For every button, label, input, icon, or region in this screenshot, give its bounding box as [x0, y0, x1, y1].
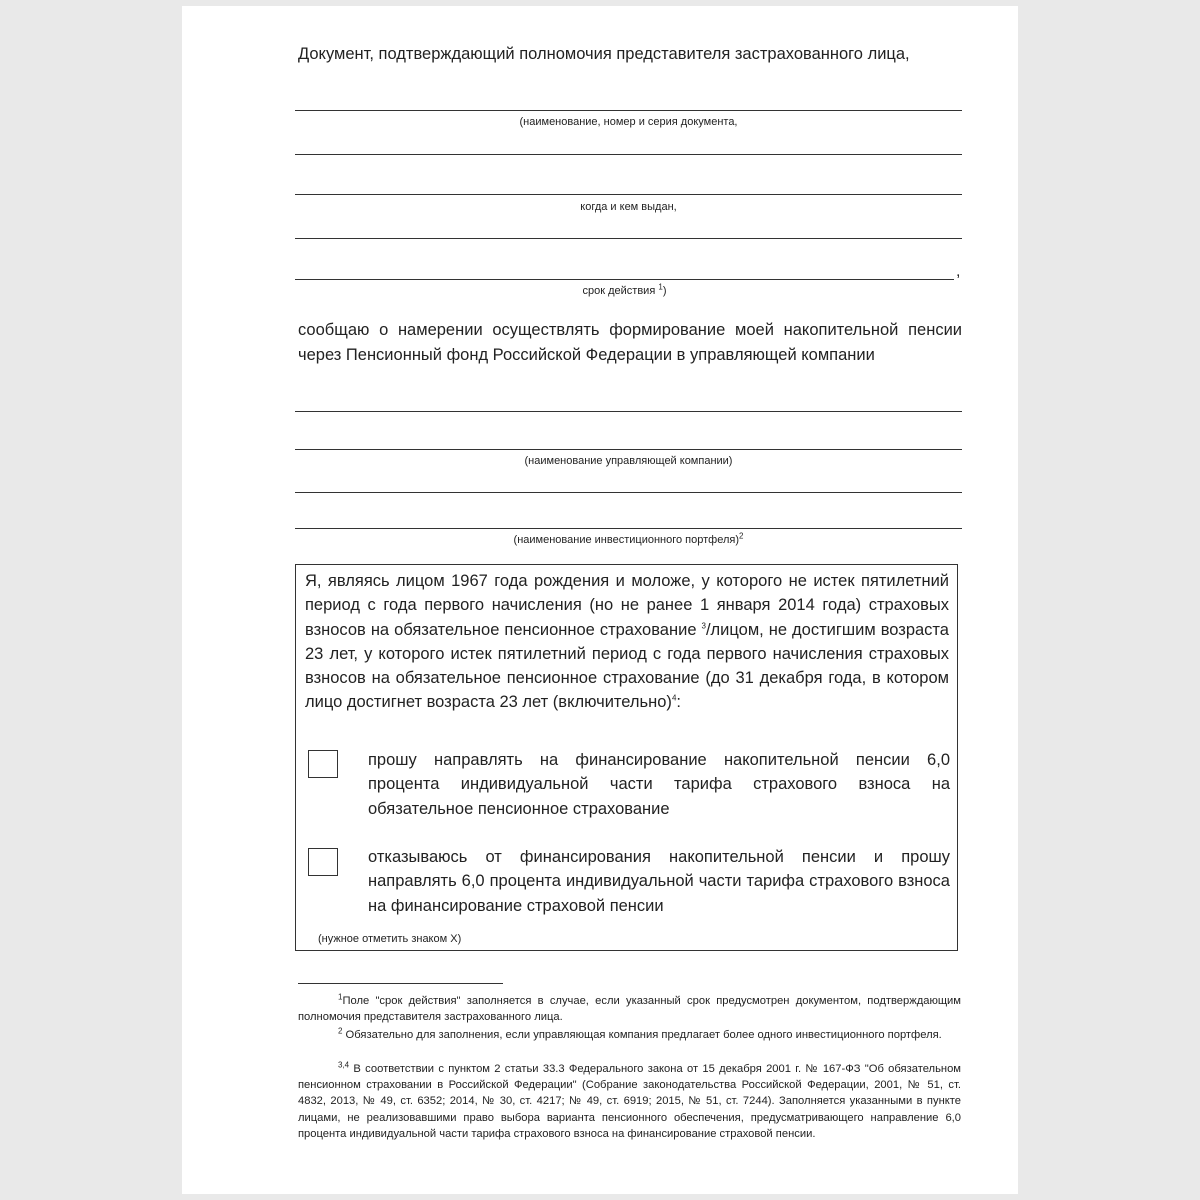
validity-caption: срок действия $^1$) [582, 282, 667, 297]
doc-name-field[interactable] [295, 110, 962, 111]
footnote-separator [298, 983, 503, 984]
option1-checkbox[interactable] [308, 750, 338, 778]
company-field-2[interactable] [295, 449, 962, 450]
trailing-comma: , [956, 263, 961, 280]
portfolio-field[interactable] [295, 492, 962, 493]
portfolio-caption: (наименование инвестиционного портфеля)$^2$ [513, 531, 744, 546]
eligibility-text: Я, являясь лицом 1967 года рождения и моложе, у которого не истек пятилетний период с года первого начисления (но не ранее 1 января 2014 года) страховых взносов на обязательное пенсионное страхование $^3$/лицом, не достигшим возраста 23 лет, у которого истек пятилетний период с года первого начисления страховых взносов на обязательное пенсионное страхование (до 31 декабря года, в котором лицо достигнет возраста 23 лет (включительно)$^4$: [305, 572, 949, 712]
mark-note: (нужное отметить знаком Х) [318, 933, 462, 945]
footnote-1: $^1$Поле "срок действия" заполняется в случае, если указанный срок предусмотрен документом, подтверждающим полномочия представителя застрахованного лица. [298, 992, 961, 1024]
statement-text: сообщаю о намерении осуществлять формирование моей накопительной пенсии через Пенсионный фонд Российской Федерации в управляющей компании [298, 321, 962, 364]
doc-name-field-2[interactable] [295, 154, 962, 155]
option2-text: отказываюсь от финансирования накопительной пенсии и прошу направлять 6,0 процента индивидуальной части тарифа страхового взноса на финансирование страховой пенсии [368, 848, 950, 915]
doc-name-caption: (наименование, номер и серия документа, [519, 116, 738, 128]
choice-box [295, 564, 958, 951]
option1-text: прошу направлять на финансирование накопительной пенсии 6,0 процента индивидуальной части тарифа страхового взноса на обязательное пенсионное страхование [368, 751, 950, 818]
footnote-2: $^2$ Обязательно для заполнения, если управляющая компания предлагает более одного инвестиционного портфеля. [338, 1026, 942, 1041]
company-caption: (наименование управляющей компании) [524, 455, 733, 467]
option2-checkbox[interactable] [308, 848, 338, 876]
issued-field[interactable] [295, 194, 962, 195]
company-field[interactable] [295, 411, 962, 412]
issued-caption: когда и кем выдан, [580, 201, 677, 213]
document-page [182, 6, 1018, 1194]
validity-field[interactable] [295, 279, 954, 280]
issued-field-2[interactable] [295, 238, 962, 239]
footnote-3-4: $^{3,4}$ В соответствии с пунктом 2 статьи 33.3 Федерального закона от 15 декабря 2001 г. № 167-ФЗ "Об обязательном пенсионном страховании в Российской Федерации" (Собрание законодательства Российской Федерации, 2001, № 51, ст. 4832, 2013, № 49, ст. 6352; 2014, № 30, ст. 4217; № 49, ст. 6919; 2015, № 51, ст. 7244). Заполняется указанными в пункте лицами, не реализовавшими право выбора варианта пенсионного обеспечения, предусматривающего направление 6,0 процента индивидуальной части тарифа страхового взноса на финансирование страховой пенсии. [298, 1060, 961, 1140]
intro-text: Документ, подтверждающий полномочия представителя застрахованного лица, [298, 45, 910, 63]
portfolio-field-2[interactable] [295, 528, 962, 529]
